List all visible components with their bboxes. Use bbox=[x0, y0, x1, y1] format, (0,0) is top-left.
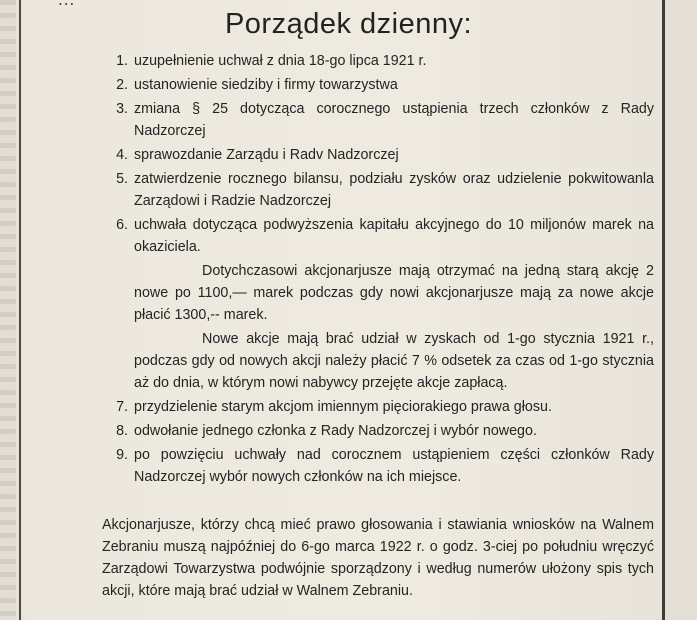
agenda-item-text: odwołanie jednego członka z Rady Nadzorczej i wybór nowego. bbox=[134, 423, 537, 439]
agenda-item-number: 3. bbox=[116, 101, 128, 117]
agenda-item-2 bbox=[106, 74, 654, 96]
left-column-fragment bbox=[0, 0, 16, 620]
cut-off-text-fragment: ... bbox=[58, 0, 76, 9]
agenda-item-text: zatwierdzenie rocznego bilansu, podziału zysków oraz udzielenie pokwitowanla Zarządowi i Radzie Nadzorczej bbox=[134, 171, 654, 209]
agenda-item-text: uchwała dotycząca podwyższenia kapitału akcyjnego do 10 miljonów marek na okaziciela. bbox=[134, 217, 654, 255]
agenda-item-number: 1. bbox=[116, 53, 128, 69]
agenda-item-text: przydzielenie starym akcjom imiennym pięciorakiego prawa głosu. bbox=[134, 399, 552, 415]
agenda-item-number: 2. bbox=[116, 77, 128, 93]
agenda-item-text: ustanowienie siedziby i firmy towarzystwa bbox=[134, 77, 398, 93]
agenda-item-text: zmiana § 25 dotycząca corocznego ustąpienia trzech członków z Rady Nadzorczej bbox=[134, 101, 654, 139]
agenda-item-9 bbox=[106, 444, 654, 488]
agenda-item-number: 7. bbox=[116, 399, 128, 415]
agenda-item-number: 6. bbox=[116, 217, 128, 233]
right-margin bbox=[665, 0, 697, 620]
agenda-item-text: sprawozdanie Zarządu i Radv Nadzorczej bbox=[134, 147, 399, 163]
agenda-item-4 bbox=[106, 144, 654, 166]
agenda-item-7 bbox=[106, 396, 654, 418]
agenda-item-8 bbox=[106, 420, 654, 442]
agenda-item-number: 9. bbox=[116, 447, 128, 463]
agenda-item-1 bbox=[106, 50, 654, 72]
agenda-item-text: uzupełnienie uchwał z dnia 18-go lipca 1921 r. bbox=[134, 53, 427, 69]
agenda-item-text: po powzięciu uchwały nad corocznem ustąpieniem części członków Rady Nadzorczej wybór nowych członków na ich miejsce. bbox=[134, 447, 654, 485]
share-profit-paragraph: Nowe akcje mają brać udział w zyskach od 1-go stycznia 1921 r., podczas gdy od nowych akcji należy płacić 7 % odsetek za czas od 1-go stycznia aż do dnia, w którym nowi nabywcy przejęte akcje zapłacą. bbox=[134, 331, 654, 391]
agenda-item-number: 5. bbox=[116, 171, 128, 187]
page-title: Porządek dzienny: bbox=[224, 8, 473, 40]
agenda-item-6 bbox=[106, 214, 654, 258]
agenda-item-3 bbox=[106, 98, 654, 142]
agenda-item-number: 8. bbox=[116, 423, 128, 439]
share-exchange-paragraph: Dotychczasowi akcjonarjusze mają otrzymać na jedną starą akcję 2 nowe po 1100,— marek podczas gdy nowi akcjonarjusze mają za nowe akcje płacić 1300,-- marek. bbox=[134, 263, 654, 323]
agenda-item-number: 4. bbox=[116, 147, 128, 163]
agenda-item-5 bbox=[106, 168, 654, 212]
left-column-rule bbox=[19, 0, 21, 620]
agenda-body bbox=[106, 50, 654, 490]
closing-paragraph: Akcjonarjusze, którzy chcą mieć prawo głosowania i stawiania wniosków na Walnem Zebraniu muszą najpóźniej do 6-go marca 1922 r. o godz. 3-ciej po południu wręczyć Zarządowi Towarzystwa podwójnie sporządzony i według numerów ułożony spis tych akcji, które mają brać udział w Walnem Zebraniu. bbox=[102, 517, 654, 599]
